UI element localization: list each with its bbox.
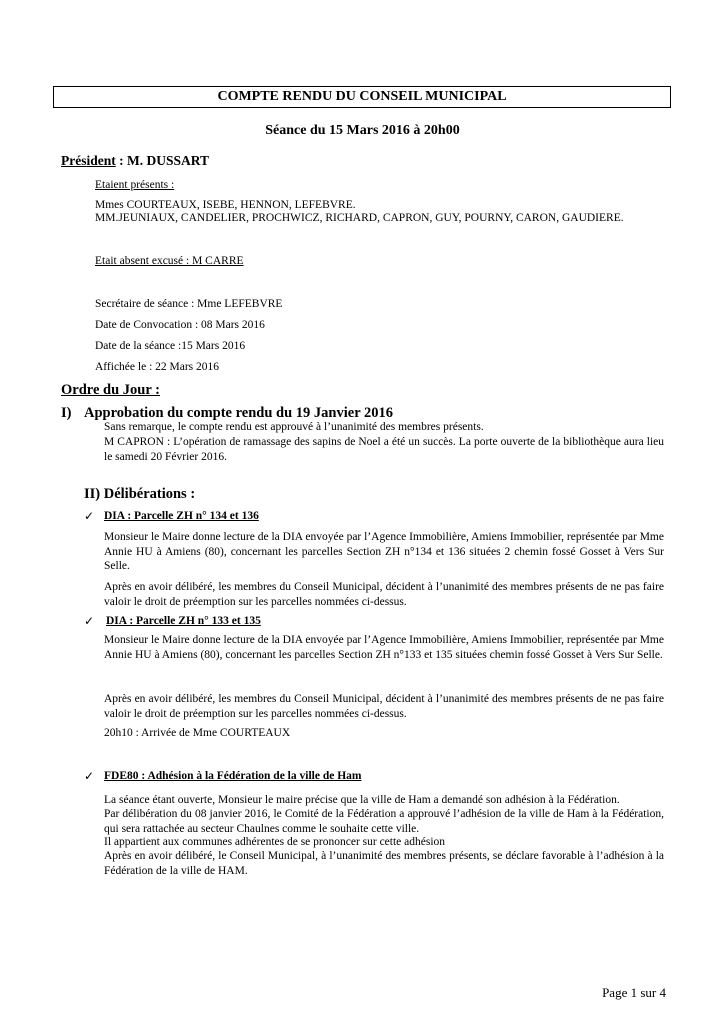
item2-title: DIA : Parcelle ZH n° 133 et 135 xyxy=(106,615,261,627)
item1-para-2: Après en avoir délibéré, les membres du Conseil Municipal, décident à l’unanimité des membres présents de ne pas faire valoir le droit de préemption sur les parcelles nommées ci-dessus. xyxy=(104,581,664,608)
document-title: COMPTE RENDU DU CONSEIL MUNICIPAL xyxy=(53,86,671,108)
page-number: Page 1 sur 4 xyxy=(602,985,666,1000)
item2-para-3: 20h10 : Arrivée de Mme COURTEAUX xyxy=(104,727,291,739)
item3-line-4: Après en avoir délibéré, le Conseil Municipal, à l’unanimité des membres présents, se déclare favorable à l’adhésion à la Fédération de la ville de HAM. xyxy=(104,850,664,877)
item3-line-1: La séance étant ouverte, Monsieur le maire précise que la ville de Ham a demandé son adhésion à la Fédération. xyxy=(104,794,620,806)
check-icon: ✓ xyxy=(84,769,95,783)
absent-line: Etait absent excusé : M CARRE xyxy=(95,255,244,267)
item3-line-2: Par délibération du 08 janvier 2016, le Comité de la Fédération a approuvé l’adhésion de la ville de Ham à la Fédération, qui sera rattachée au secteur Chaulnes comme le souhaite cette ville. xyxy=(104,808,664,835)
ordre-heading: Ordre du Jour : xyxy=(61,382,160,398)
check-icon: ✓ xyxy=(84,614,95,628)
date-seance-line: Date de la séance :15 Mars 2016 xyxy=(95,340,246,352)
item1-para-1: Monsieur le Maire donne lecture de la DIA envoyée par l’Agence Immobilière, Amiens Immobilier, représentée par Mme Annie HU à Amiens (80), concernant les parcelles Section ZH n°134 et 136 situées 2 chemin fossé Gosset à Vers Sur Selle. xyxy=(104,531,664,572)
item3-title: FDE80 : Adhésion à la Fédération de la ville de Ham xyxy=(104,770,362,782)
section1-number: I) xyxy=(61,405,72,421)
check-icon: ✓ xyxy=(84,509,95,523)
secretaire-line: Secrétaire de séance : Mme LEFEBVRE xyxy=(95,298,283,310)
presents-label: Etaient présents : xyxy=(95,179,175,191)
item2-para-2: Après en avoir délibéré, les membres du Conseil Municipal, décident à l’unanimité des membres présents de ne pas faire valoir le droit de préemption sur les parcelles nommées ci-dessus. xyxy=(104,693,664,720)
section1-para-2: M CAPRON : L’opération de ramassage des sapins de Noel a été un succès. La porte ouverte de la bibliothèque aura lieu le samedi 20 Février 2016. xyxy=(104,436,664,463)
convocation-line: Date de Convocation : 08 Mars 2016 xyxy=(95,319,265,331)
item1-title: DIA : Parcelle ZH n° 134 et 136 xyxy=(104,510,259,522)
seance-heading: Séance du 15 Mars 2016 à 20h00 xyxy=(265,123,460,138)
president-value: : M. DUSSART xyxy=(115,153,210,168)
section2-title: II) Délibérations : xyxy=(84,486,196,502)
president-label: Président xyxy=(61,153,116,168)
item3-line-3: Il appartient aux communes adhérentes de se prononcer sur cette adhésion xyxy=(104,836,446,848)
presents-mmes: Mmes COURTEAUX, ISEBE, HENNON, LEFEBVRE. xyxy=(95,199,356,211)
section1-title: Approbation du compte rendu du 19 Janvier 2016 xyxy=(84,405,393,421)
affichee-line: Affichée le : 22 Mars 2016 xyxy=(95,361,220,373)
president-line xyxy=(61,153,209,169)
section1-para-1: Sans remarque, le compte rendu est approuvé à l’unanimité des membres présents. xyxy=(104,421,484,433)
item2-para-1: Monsieur le Maire donne lecture de la DIA envoyée par l’Agence Immobilière, Amiens Immobilier, représentée par Mme Annie HU à Amiens (80), concernant les parcelles Section ZH n°133 et 135 situées chemin fossé Gosset à Vers Sur Selle. xyxy=(104,634,664,661)
presents-mm: MM.JEUNIAUX, CANDELIER, PROCHWICZ, RICHARD, CAPRON, GUY, POURNY, CARON, GAUDIERE. xyxy=(95,212,624,224)
